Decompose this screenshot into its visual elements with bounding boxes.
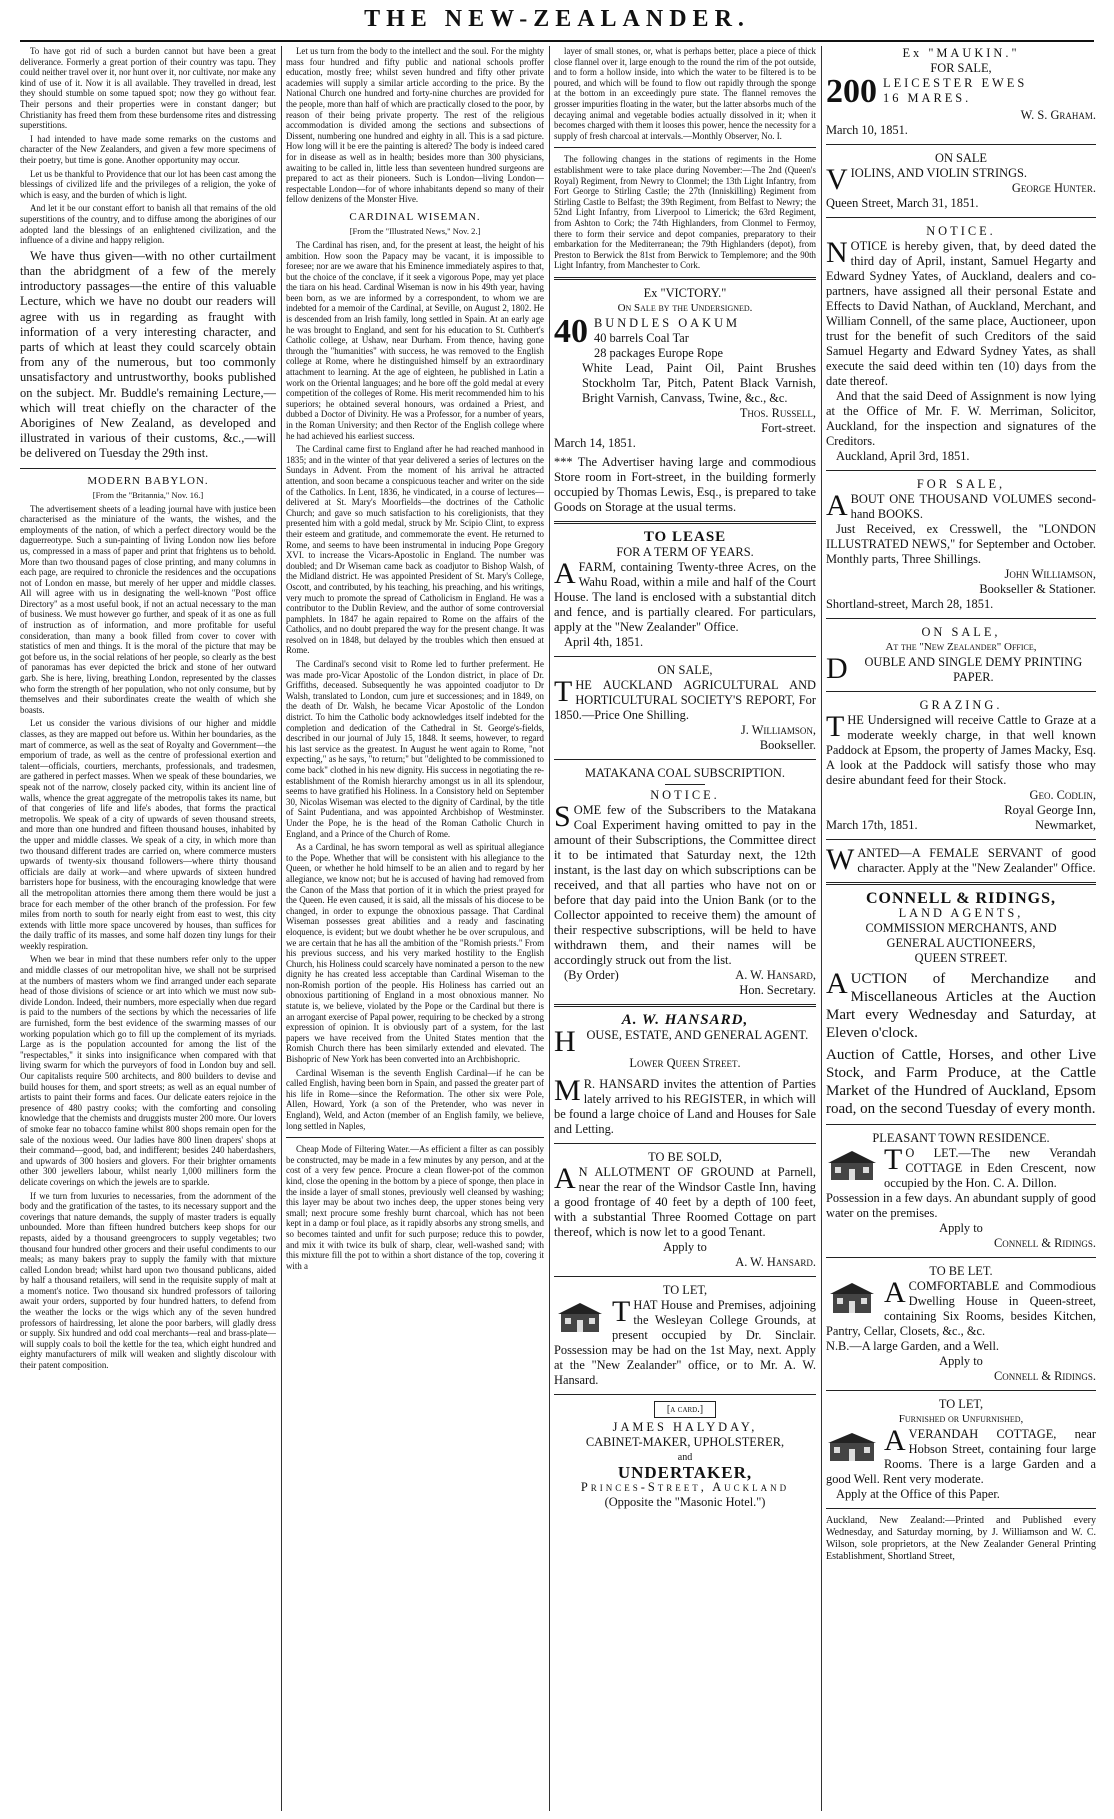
advert-line: LEICESTER EWES [883,76,1028,90]
drop-cap: S [554,799,571,833]
divider [665,784,705,785]
advert-body: And that the said Deed of Assignment is now lying at the Office of Mr. F. W. Merriman, Solicitor, Auckland, for the inspection and signatures of the Creditors. [826,389,1096,448]
divider [286,1137,544,1138]
advert-line: and [677,1451,693,1463]
advert-date: March 10, 1851. [826,123,908,137]
advert-apply: Apply to [663,1239,707,1254]
advert-body: HE AUCKLAND AGRICULTURAL AND HORTICULTURAL SOCIETY'S REPORT, For 1850.—Price One Shilling. [554,677,816,722]
divider [826,1257,1096,1258]
house-icon [826,1148,878,1182]
divider [554,147,816,148]
article-paragraph: Let us turn from the body to the intellect and the soul. For the mighty mass four hundred and fifty public and national schools proffer education, mostly free; whilst seven hundred and fifty other private academies will supply a similar article according to the price. By the National Church one hundred and forty-nine churches are provided for the people, more than half of which are practically closed to the poor, by reason of their being private property. The rest of the religious accommodation is divided among the sections and subsections of Dissent, numbering one hundred and eighty in all. This is a sad picture. How long will it be ere the painting is altered? The body is indeed cared for in disease as well as in health; besides more than 300 physicians, awaiting to be called in, little less than seventeen hundred surgeons are prepared to act as their pioneers. Such is London—living London—respectable London—for of whore inhabitants depend so many of their fellow denizens of the Monster Hive. [286,46,544,205]
advert-line: LAND AGENTS, [898,906,1024,920]
divider [826,691,1096,692]
divider [554,1276,816,1277]
advert-apply: Apply to [939,1221,983,1235]
tolet-advert [554,1283,816,1388]
advert-body: Just Received, ex Cresswell, the "LONDON ILLUSTRATED NEWS," for September and October. Monthly parts, Three Shillings. [826,522,1096,566]
advert-signature: Bookseller & Stationer. [979,582,1096,596]
quantity-figure: 40 [554,312,588,350]
advert-signature: A. W. Hansard, [735,967,816,982]
article-paragraph: The Cardinal has risen, and, for the present at least, the height of his ambition. How soon the Papacy may be vacant, it is impossible to foresee; nor are we aware that his Eminence immediately aspires to that, but the choice of the conclave, if it seek a vigorous Pope, may yet place the tiara on his head. Cardinal Wiseman is now in his 49th year, having been born, as we are informed by a correspondent, to whom we are indebted for a memoir of the Cardinal, at Seville, on August 2, 1802. He is descended from an Irish family, long settled in Spain. At an early age he was brought to England, and sent for his education to St. Cuthbert's Catholic college, at Ushaw, near Durham. From thence, having gone through the "humanities" with success, he was removed to the English college at Rome, where he distinguished himself by an extraordinary attachment to learning. At the age of eighteen, he published in Latin a work on the Oriental languages; and he bore off the gold medal at every competition of the colleges of Rome. His merit recommended him to his superiors; he obtained several honours, was ordained a Priest, and dubbed a Doctor of Divinity. He was a Professor, for a number of years, in the Roman University; and then Rector of the English college where he had achieved his earliest success. [286,239,544,441]
article-paragraph: The Cardinal's second visit to Rome led to further preferment. He was made pro-Vicar Apostolic of the London district, in place of Dr. Griffiths, deceased. Subsequently he was appointed coadjutor to Dr Walsh, translated to London, cum jure et successiones; and in 1849, on the death of Dr. Walsh, he became Vicar Apostolic of the London district. To him the Catholic body acknowledges itself indebted for the completion and dedication of the Cathedral in St. George's-fields, described in our journal of July 15, 1848. It seems, however, to regard his last service as the greatest. In August he went again to Rome, "not expecting," as he says, "to return;" but "delighted to be commissioned to come back" clothed in his new dignity. His success in negotiating the re-establishment of the Romish hierarchy amongst us in all its splendour, seems to have gratified his Holiness. In a Consistory held on September 30, Nicolas Wiseman was elected to the dignity of Cardinal, by the title of Saint Pudentiana, and was appointed Archbishop of Westminster. Under the Pope, he is the head of the Roman Catholic Church in England, and a Prince of the Church of Rome. [286,659,544,839]
column-rule [549,46,550,1811]
advert-heading: A. W. HANSARD, [621,1011,749,1028]
advert-body: Possession in a few days. An abundant supply of good water on the premises. [826,1191,1096,1220]
column-rule [281,46,282,1811]
divider [826,618,1096,619]
advert-signature: Connell & Ridings. [994,1369,1096,1383]
advert-body: OUBLE AND SINGLE DEMY PRINTING PAPER. [864,655,1083,684]
lease-advert [554,530,816,650]
advert-date: March 14, 1851. [554,435,636,450]
divider [826,882,1096,885]
advert-line: 16 MARES. [883,91,972,105]
advert-line: COMMISSION MERCHANTS, AND [865,921,1057,935]
drop-cap: A [826,967,848,1000]
advert-heading: Ex "MAUKIN." [902,46,1020,60]
advert-body: O LET.—The new Verandah COTTAGE in Eden Crescent, now occupied by the Hon. C. A. Dillon. [884,1146,1096,1190]
drop-cap: T [612,1294,631,1328]
drop-cap: T [826,710,845,743]
advert-note: N.B.—A large Garden, and a Well. [826,1339,1000,1353]
advert-subheading: NOTICE. [650,787,720,802]
house-icon [826,1281,878,1315]
advert-heading: MATAKANA COAL SUBSCRIPTION. [585,765,785,780]
article-paragraph: If we turn from luxuries to necessaries, from the adornment of the body and the gratification of the tastes, to its necessary support and the coverings that nature demands, the supply of master traders is equally unbounded. More than fifteen hundred butchers keep shops for our repasts, aided by a thousand greengrocers to supply vegetables; two thousand four hundred other grocers and their useful condiments to our meals; as many bakers pray to supply the family with that mixture called London bread; whilst hard upon two thousand publicans, aided by half a thousand retailers, will send in the requisite supply of malt at a moment's notice. Two thousand six hundred professors of tailoring await your orders, supported by four hundred hatters, to defend from the weather the locks or the wigs which any of the seven hundred professors of hairdressing, let alone the poor barbers, will gladly dress or supply. Six hundred and odd coal merchants—real and brass-plate—will supply coals to boil the kettle for the tea, which eight hundred and eighty manufacturers of milk will weaken and slightly discolour with their patent composition. [20,1190,276,1371]
advert-body: BOUT ONE THOUSAND VOLUMES second-hand BOOKS. [850,492,1096,521]
advert-date: March 17th, 1851. [826,818,918,832]
article-paragraph: As a Cardinal, he has sworn temporal as well as spiritual allegiance to the Pope. Whether that will be consistent with his allegiance to the Queen, or whether he hold himself to be an alien and to regard by her allegiance, we know not; but he is accused of having had removed from the Canon of the Mass that portion of it in which the priest prayed for the Queen. He even caused, it is said, all the missals of his diocese to be changed, in order to expunge the obnoxious passage. That Cardinal Wiseman possesses great abilities and a ready and fascinating eloquence, is evident; but we doubt whether he be over scrupulous, and we are certain that he has all the ambition of the "Romish priests." From his previous success, and his very marked hostility to the English Church, his Holiness could scarcely have nominated a person to the new dignity he has created less acceptable than Cardinal Wiseman to the non-Romish portion of the people. His Holiness has carried out an obnoxious partitioning of England in a most obnoxious manner. No statute is, we believe, violated by the Pope or the Cardinal but there is an arrogant exercise of Papal power, requiring to be checked by a strong expression of opinion. It is obviously part of a system, for the last papers we have received from the United States mention that the Romish Church there has been similarly extended and elevated. The Bishopric of New York has been converted into an Archbishopric. [286,842,544,1065]
advert-date: Queen Street, March 31, 1851. [826,196,979,210]
advert-body: HAT House and Premises, adjoining the Wesleyan College Grounds, at present occupied by Dr. Sinclair. Possession may be had on the 1st May, next. Apply at the "New Zealander" office, or to Mr. A. W. Hansard. [554,1297,816,1387]
drop-cap: A [554,1161,576,1195]
wanted-advert [826,843,1096,876]
drop-cap: W [826,843,855,876]
advert-line: CABINET-MAKER, UPHOLSTERER, [585,1434,785,1449]
advert-heading: TO BE SOLD, [648,1149,722,1164]
advert-signature: Thos. Russell, [739,405,816,420]
newspaper-title: THE NEW-ZEALANDER. [364,6,750,32]
drop-cap: A [884,1276,906,1309]
divider [554,1004,816,1007]
advert-address: Lower Queen Street. [629,1055,741,1070]
advert-heading: FOR SALE, [916,477,1006,491]
advert-signature: George Hunter. [1011,181,1096,195]
maukin-advert [826,46,1096,138]
advert-line: UNDERTAKER, [617,1462,753,1482]
advert-date: Shortland-street, March 28, 1851. [826,597,994,611]
advert-signature: W. S. Graham. [1020,108,1096,122]
advert-subheading: FOR SALE, [930,61,992,75]
drop-cap: T [884,1143,903,1176]
divider [554,1143,816,1144]
drop-cap: A [884,1424,906,1457]
advert-body: IOLINS, AND VIOLIN STRINGS. [850,166,1028,180]
advert-subheading: At the "New Zealander" Office, [885,641,1037,653]
advert-date: Auckland, April 3rd, 1851. [836,449,970,463]
advert-body: VERANDAH COTTAGE, near Hobson Street, containing four large Rooms. There is a large Garden and a good Well. Rent very moderate. [826,1427,1096,1486]
article-paragraph: Let us consider the various divisions of our higher and middle classes, as they are mapped out before us. Within her boundaries, as the mart of commerce, as well as the seat of Royalty and Government—the emporium of trade, as well as the centre of professional exertion and talent—officials, courtiers, merchants, professionals, and tradesmen, are gathered in perfect masses. When we speak of these boundaries, we speak not of the narrow, closely packed city, within its ancient line of walls, whence the great aggregate of the metropolis takes its name, but of that congeries of life and life's abodes, that forms the practical metropolis. We speak of a city of upwards of seven thousand streets, and more than one hundred and fifteen thousand houses, inhabited by the upper and middle classes. We speak of a city, in which more than two thousand different trades are carried on, where commerce musters upwards of twenty-six thousand followers—where thirty thousand officials are daily at work—and where upwards of sixteen hundred barristers hope for business, with the encouraging knowledge that were all the metropolitan attornies there among them there would be just a brace for each member of the other branch of the profession. For few miles from north to south for nearly eight from east to west, this city extends with little more space uncovered by houses, than suffices for the daily traffic of its masses, and some half dozen tiny lungs for their weekly respiration. [20,718,276,951]
advert-heading: ON SALE, [921,625,1001,639]
tobelet-advert [826,1264,1096,1384]
column-1 [20,46,276,1811]
divider [554,656,816,657]
advert-body: N ALLOTMENT OF GROUND at Parnell, near the rear of the Windsor Castle Inn, having a good frontage of 40 feet by a depth of 100 feet, with a substantial Three Roomed Cottage on part thereof, which is now let to a good Tenant. [554,1164,816,1239]
drop-cap: M [554,1073,581,1107]
advert-line: QUEEN STREET. [914,951,1008,965]
advert-line: 28 packages Europe Rope [594,345,724,360]
advert-heading: TO LET, [938,1397,984,1411]
paper-advert [826,625,1096,685]
column-rule [821,46,822,1811]
divider [826,1390,1096,1391]
advert-signature: Geo. Codlin, [1029,788,1096,802]
advert-heading: JAMES HALYDAY, [612,1419,758,1434]
lecture-paragraph: To have got rid of such a burden cannot but have been a great deliverance. Formerly a great portion of their country was tapu. They could neither travel over it, nor hunt over it, nor cultivate, nor make any kind of use of it. Now it is all available. They travelled in dread, lest they should stumble on some tapued spot; now they go without fear. Their persons and their properties were in constant danger; but Christianity has freed them from these burdensome rites and distressing superstitions. [20,46,276,131]
drop-cap: A [826,489,848,522]
column-2 [286,46,544,1811]
advert-date: April 4th, 1851. [564,634,644,649]
advert-body: UCTION of Merchandize and Miscellaneous Articles at the Auction Mart every Wednesday and Saturday, at Eleven o'clock. [826,971,1096,1041]
divider [20,468,276,469]
lecture-paragraph: Let us be thankful to Providence that our lot has been cast among the blessings of civilized life and the privileges of a religion, the yoke of which is easy, and the burden of which is light. [20,168,276,200]
article-source: [From the "Illustrated News," Nov. 2.] [349,225,481,236]
house-icon [554,1300,606,1334]
filter-paragraph: Cheap Mode of Filtering Water.—As efficient a filter as can possibly be constructed, may be made in a few minutes by any person, and at the cost of a very few pence. Procure a clean flower-pot of the common kind, close the opening in the bottom by a piece of sponge, then place in the inside a layer of small stones, previously well cleansed by washing; this layer may be about two inches deep, the upper stones being very small; next procure some freshly burnt charcoal, which has not been kept in a damp or foul place, as it rapidly absorbs any strong smells, and so becomes tainted and unfit for such purpose; reduce this to powder, and mix it with twice its bulk of sharp, clear, well-washed sand; with this mixture fill the pot to within a short distance of the top, covering it with a [286,1144,544,1271]
column-3 [554,46,816,1811]
advert-line: BUNDLES OAKUM [594,315,741,330]
advert-signature: John Williamson, [1004,567,1096,581]
regiments-paragraph: The following changes in the stations of regiments in the Home establishment were to take place during November:—The 2nd (Queen's Royal) Regiment, from Newry to Clonmel; the 13th Light Infantry, from Fort George to Stirling Castle; the 27th (Inniskilling) Regiment from Stirling Castle to Belfast; the 39th Regiment, from Belfast to Newry; the 52nd Light Infantry, from Liverpool to Limerick; the 63rd Regiment, from Ashton to Cork; the 74th Highlanders, from Clonmel to Fermoy, there to form their service and depot companies, preparatory to their embarkation for the Mediterranean; the 79th Highlanders (depot), from Preston to Berwick the 81st from Berwick to Templemore; and the 90th Light Infantry, from Manchester to Cork. [554,154,816,271]
matakana-advert [554,766,816,998]
article-heading: MODERN BABYLON. [87,474,209,487]
victory-advert [554,286,816,515]
advert-heading: TO BE LET. [929,1264,993,1278]
divider [554,277,816,280]
lecture-paragraph: And let it be our constant effort to banish all that remains of the old superstitions of the country, and to diffuse among the aborigines of our adopted land the blessings of an enlightened civilization, and the influence of a divine and happy religion. [20,203,276,246]
advert-heading: ON SALE, [657,662,713,677]
advert-body: HE Undersigned will receive Cattle to Graze at a moderate weekly charge, in that well known Paddock at Epsom, the property of James Macky, Esq. A look at the Paddock will satisfy those who may desire abundant feed for their Stock. [826,713,1096,787]
divider [554,1394,816,1395]
editorial-paragraph: We have thus given—with no other curtailment than the abridgment of a few of the merely introductory passages—the entire of this valuable Lecture, which we have no doubt our readers will agree with us in regarding as fraught with information of a very interesting character, and parts of which at least they could scarcely obtain from any of the numerous, but too commonly unsatisfactory and untrustworthy, books published on the subject. Mr. Buddle's remaining Lecture,—which will treat chiefly on the character of the Aborigines of New Zealand, as developed and illustrated in various of their customs, &c.,—will be delivered on Tuesday the 29th inst. [20,248,276,461]
advert-note: *** The Advertiser having large and commodious Store room in Fort-street, in the building formerly occupied by Thomas Lewis, Esq., is prepared to take Goods on Storage at the usual terms. [554,454,816,514]
advert-heading: TO LEASE [643,528,727,545]
advert-subheading: On Sale by the Undersigned. [617,301,753,314]
masthead [20,6,1094,42]
divider [554,759,816,760]
lecture-paragraph: I had intended to have made some remarks on the customs and character of the New Zealanders, and given a few more specimens of their poetry, but time is gone. Another opportunity may occur. [20,133,276,165]
drop-cap: V [826,163,848,196]
advert-heading: TO LET, [662,1282,708,1297]
advert-subheading: OUSE, ESTATE, AND GENERAL AGENT. [586,1027,809,1042]
advert-signature: Bookseller. [759,737,816,752]
advert-signature: Hon. Secretary. [739,982,816,997]
advert-signature: Fort-street. [761,420,816,435]
article-paragraph: When we bear in mind that these numbers refer only to the upper and middle classes of our metropolitan hive, we shall not be surprised at the numbers of masters whom we find arranged under each separate head of those divisions of science or art into which we must now sub-divide London. Indeed, their numbers, more especially when due regard is paid to the numbers of the sections by which the necessaries of life are furnished, form the best evidence of the swarming masses of our working population which go to fill up the complement of its myriads. Large as is the population accounted for among the list of the "respectables," it sinks into insignificance when compared with that living swarm for which the purveyors of food in London buy and sell. Our capitalists require 500 architects, and 800 builders to devise and build houses for them, and sport streets; as well as an equal number of artists to paint their forms and faces. Our delicate eaters rejoice in the presence of 480 pastry cooks; with the comforting and consoling knowledge that the chemists and druggists muster 200 more. Our lovers of smoke fear no tobacco famine whilst 800 shops remain open for the sale of the noxious weed. Our ladies have 800 linen drapers' shops at their command—good, bad, and indifferent; besides 240 haberdashers, and upwards of 300 hosiers and glovers. For their brighter ornaments other 300 jewellers labour, whilst nearly 1,000 milliners form the delicate coverings on which the jewels are to sparkle. [20,954,276,1187]
advert-body: OME few of the Subscribers to the Matakana Coal Experiment having omitted to pay in the amount of their Subscriptions, the Committee direct it to be intimated that Saturday next, the 12th instant, is the last day on which subscriptions can be received, and that all parties who have not on or before that day paid into the Union Bank (or to the Collector appointed to receive them) the amount of their respective subscriptions, will be held to have withdrawn them, and their names will be accordingly struck out from the list. [554,802,816,967]
hansard-advert [554,1013,816,1137]
article-heading: CARDINAL WISEMAN. [349,210,481,223]
advert-heading: ON SALE [935,151,987,165]
article-source: [From the "Britannia," Nov. 16.] [92,489,204,500]
advert-body: ANTED—A FEMALE SERVANT of good character. Apply at the "New Zealander" Office. [857,846,1096,875]
advert-apply: Apply to [939,1354,983,1368]
books-advert [826,477,1096,612]
drop-cap: T [554,674,573,708]
advert-line: White Lead, Paint Oil, Paint Brushes Stockholm Tar, Pitch, Patent Black Varnish, Bright Varnish, Canvass, Twine, &c., &c. [582,360,816,405]
advert-signature: A. W. Hansard. [735,1254,816,1269]
assignment-notice [826,224,1096,464]
advert-body: Auction of Cattle, Horses, and other Live Stock, and Farm Produce, at the Cattle Market of the Hundred of Auckland, Epsom road, on the second Tuesday of every month. [826,1047,1096,1117]
column-4 [826,46,1096,1811]
advert-signature: Royal George Inn, [1004,803,1096,817]
advert-body: FARM, containing Twenty-three Acres, on the Wahu Road, within a mile and half of the Court House. The land is enclosed with a substantial ditch and fence, and is partially cleared. For particulars, apply at the "New Zealander" Office. [554,559,816,634]
divider [826,1508,1096,1509]
advert-heading: GRAZING. [919,698,1003,712]
halyday-advert [554,1401,816,1510]
card-label: [a card.] [654,1401,716,1418]
advert-heading: NOTICE. [926,224,996,238]
advert-subheading: FOR A TERM OF YEARS. [616,544,754,559]
drop-cap: A [554,556,576,590]
drop-cap: H [554,1024,576,1058]
divider [826,1124,1096,1125]
advert-order: (By Order) [564,967,619,982]
advert-body: R. HANSARD invites the attention of Parties lately arrived to his REGISTER, in which will be found a large choice of Land and Houses for Sale and Letting. [554,1076,816,1136]
article-paragraph: layer of small stones, or, what is perhaps better, place a piece of thick close flannel over it, large enough to the round the rim of the pot outside, and to form a hollow inside, into which the water to be filtered is to be poured, and which will be found to flow out rapidly through the sponge at the bottom in an exceedingly pure state. The flannel removes the grosser impurities floating in the water, but the latter absorbs much of the decaying animal and vegetable bodies actually dissolved in it; when it becomes charged with them it looses this power, hence the necessity for a supply of fresh charcoal at intervals.—Monthly Observer, No. I. [554,46,816,141]
divider [826,839,1096,840]
divider [554,521,816,524]
tolet2-advert [826,1397,1096,1502]
advert-heading: CONNELL & RIDINGS, [865,890,1057,907]
violins-advert [826,151,1096,211]
drop-cap: N [826,236,848,269]
advert-place: Newmarket, [1035,818,1096,832]
advert-heading: Ex "VICTORY." [643,285,727,300]
divider [826,144,1096,145]
article-paragraph: The Cardinal came first to England after he had reached manhood in 1835; and in the winter of that year delivered a series of lectures on the Sundays in Advent. From the moment of his arrival he attracted attention, and soon became a conspicuous teacher and writer on the side of the Catholics. In Lent, 1836, he vindicated, in a course of lectures—delivered at St. Mary's Moorfields—the doctrines of the Catholic Church; and gave so much satisfaction to his coreligionists, that they presented him with a gold medal, struck by Mr. Scipio Clint, to express their esteem and gratitude, and commemorate the event. He returned to Rome, and seems to have been instrumental in inducing Pope Gregory XVI. to increase the Vicars-Apostolic in England. The number was doubled; and Dr Wiseman came back as coadjutor to Bishop Walsh, of the Midland district. He was appointed President of St. Mary's College, Oscott, and contributed, by his teaching, his preaching, and his writings, very much to promote the spread of Catholicism in England. He was a contributor to the Dublin Review, and the author of some controversial pamphlets. In 1847 he again repaired to Rome on the affairs of the Catholics, and no doubt prepared the way for the present change. It was resolved on in 1848, but delayed by the troubles which then ensued at Rome. [286,444,544,656]
house-icon [826,1429,878,1463]
advert-address: Princes-Street, Auckland [580,1479,790,1494]
advert-heading: PLEASANT TOWN RESIDENCE. [872,1131,1050,1145]
printer-imprint: Auckland, New Zealand:—Printed and Published every Wednesday, and Saturday morning, by J. Williamson and W. C. Wilson, sole proprietors, at the New Zealander General Printing Establishment, Shortland Street, [826,1515,1096,1562]
quantity-figure: 200 [826,73,877,110]
report-advert [554,663,816,753]
advert-subheading: Furnished or Unfurnished, [898,1413,1024,1425]
article-paragraph: The advertisement sheets of a leading journal have with justice been characterised as the miniature of the wants, the wishes, and the employments of the nation, of which a perfect directory would be the daguerreotype. Such a sun-painting of living London now lies before us, compressed in a mass of paper and print that frightens us to behold. More than two thousand pages of close printing, and many columns in each page, are required to chronicle the residences and the occupations not of London en masse, but merely of her upper and middle classes. All will agree with us in designating the well-known "Post office Directory" as a most useful book, if not an actual necessary to the man of business. We must however go further, and speak of it as one as full of instruction as of information, and more profitable for useful consideration, than many a book filled from cover to cover with statistics of men and things. It is the moral of the picture that may be got before us, in the social relations of her people, so clearly as the best of panoramas has ever depicted the brick and stone of her outward garb. She is here, living, breathing London, represented by the classes who form the strength of her population, who not only consume, but by themselves and their subordinates create the wealth of which she boasts. [20,503,276,715]
article-paragraph: Cardinal Wiseman is the seventh English Cardinal—if he can be called English, having been born in Spain, and passed the greater part of his life in Rome—since the Reformation. The other six were Pole, Allen, Howard, York (a son of the Pretender, who was never in England), Weld, and Acton (member of an English family, we believe, long settled in Naples, [286,1067,544,1131]
connell-advert [826,891,1096,1118]
advert-signature: Connell & Ridings. [994,1236,1096,1250]
advert-line: (Opposite the "Masonic Hotel.") [604,1494,766,1509]
pleasant-advert [826,1131,1096,1251]
sold-advert [554,1150,816,1270]
advert-body: OTICE is hereby given, that, by deed dated the third day of April, instant, Samuel Hegarty and Edward Sydney Yates, of Auckland, dealers and co-partners, have assigned all their personal Estate and Effects to David Nathan, of Auckland, Merchant, and William Connell, of the same place, Auctioneer, upon trust for the benefit of such Creditors of the said Samuel Hegarty and Edward Sydney Yates, as shall execute the said deed within ten (10) days from the date thereof. [826,239,1096,388]
advert-line: 40 barrels Coal Tar [594,330,689,345]
divider [826,470,1096,471]
divider [826,217,1096,218]
advert-body: COMFORTABLE and Commodious Dwelling House in Queen-street, containing Six Rooms, besides Kitchen, Pantry, Cellar, Closets, &c., &c. [826,1279,1096,1338]
grazing-advert [826,698,1096,833]
advert-signature: J. Williamson, [740,722,816,737]
drop-cap: D [826,652,848,685]
advert-apply: Apply at the Office of this Paper. [836,1487,1000,1501]
advert-line: GENERAL AUCTIONEERS, [886,936,1036,950]
